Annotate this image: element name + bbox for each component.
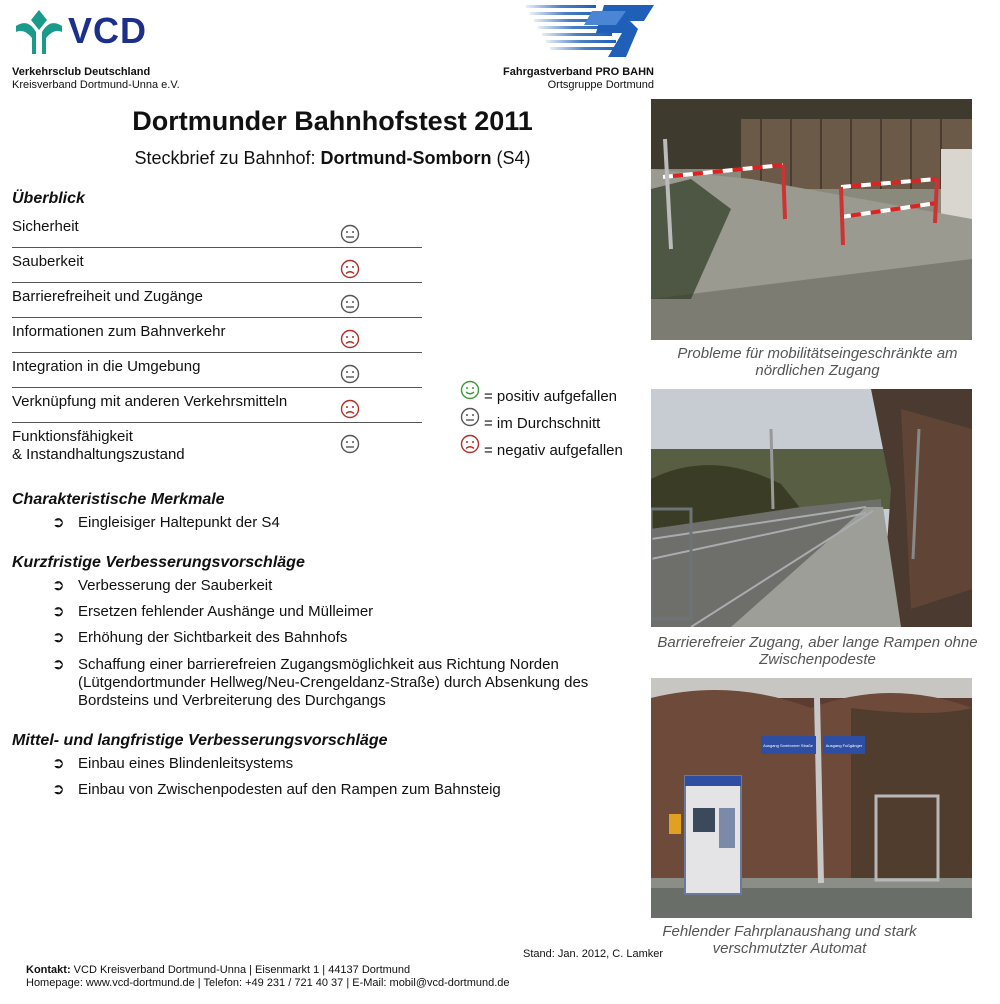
subtitle-suffix: (S4) — [491, 148, 531, 168]
direction-sign-right: Ausgang Fußgänger — [825, 743, 863, 748]
vcd-name: Verkehrsclub Deutschland — [12, 66, 151, 78]
overview-row — [12, 218, 422, 248]
probahn-name: Fahrgastverband PRO BAHN — [503, 66, 654, 78]
arrow-bullet-icon: ➲ — [52, 603, 65, 620]
overview-label: Funktionsfähigkeit — [12, 428, 133, 445]
overview-row — [12, 428, 422, 464]
arrow-bullet-icon: ➲ — [52, 781, 65, 798]
short-term-heading: Kurzfristige Verbesserungsvorschläge — [12, 554, 305, 571]
photo-caption: Probleme für mobilitätseingeschränkte am nördlichen Zugang — [677, 345, 958, 379]
smiley-neutral-icon — [340, 434, 360, 454]
overview-label: Sauberkeit — [12, 253, 84, 270]
overview-row — [12, 253, 422, 283]
legend-positive-label: = positiv aufgefallen — [484, 388, 618, 405]
vcd-logo — [14, 8, 154, 56]
overview-label: Informationen zum Bahnverkehr — [12, 323, 226, 340]
smiley-positive-icon — [460, 380, 480, 400]
smiley-negative-icon — [340, 399, 360, 419]
vcd-emblem-icon — [14, 8, 64, 56]
page-title: Dortmunder Bahnhofstest 2011 — [132, 106, 533, 136]
arrow-bullet-icon: ➲ — [52, 755, 65, 772]
photo-northern-access — [651, 99, 972, 340]
probahn-emblem-icon — [526, 3, 656, 59]
photo-ramp — [651, 389, 972, 627]
overview-label: Verknüpfung mit anderen Verkehrsmitteln — [12, 393, 288, 410]
footer-contact-text: VCD Kreisverband Dortmund-Unna | Eisenmarkt 1 | 44137 Dortmund — [70, 964, 411, 976]
probahn-subname: Ortsgruppe Dortmund — [547, 79, 654, 91]
smiley-neutral-icon — [340, 224, 360, 244]
overview-row — [12, 288, 422, 318]
arrow-bullet-icon: ➲ — [52, 577, 65, 594]
smiley-neutral-icon — [340, 364, 360, 384]
overview-label: Sicherheit — [12, 218, 79, 235]
legend-neutral-label: = im Durchschnitt — [484, 415, 601, 432]
probahn-logo — [526, 3, 656, 59]
direction-sign-left: Ausgang Somborner Straße — [763, 743, 813, 748]
footer-contact — [26, 964, 410, 977]
subtitle-prefix: Steckbrief zu Bahnhof: — [134, 148, 321, 168]
footer-homepage: Homepage: www.vcd-dortmund.de | Telefon: +49 231 / 721 40 37 | E-Mail: mobil@vcd-dortmund.de — [26, 977, 510, 989]
overview-label: Integration in die Umgebung — [12, 358, 201, 375]
stand-note: Stand: Jan. 2012, C. Lamker — [523, 948, 664, 960]
smiley-neutral-icon — [340, 294, 360, 314]
photo-caption: Fehlender Fahrplanaushang und stark verschmutzter Automat — [662, 923, 917, 957]
smiley-negative-icon — [340, 259, 360, 279]
photo-ticket-machine — [651, 678, 972, 918]
smiley-negative-icon — [340, 329, 360, 349]
features-heading: Charakteristische Merkmale — [12, 491, 225, 508]
overview-label: Barrierefreiheit und Zugänge — [12, 288, 203, 305]
overview-heading: Überblick — [12, 190, 85, 207]
vcd-subname: Kreisverband Dortmund-Unna e.V. — [12, 79, 180, 91]
station-name: Dortmund-Somborn — [320, 148, 492, 168]
arrow-bullet-icon: ➲ — [52, 514, 65, 531]
long-term-heading: Mittel- und langfristige Verbesserungsvorschläge — [12, 732, 388, 749]
overview-row — [12, 323, 422, 353]
photo-caption: Barrierefreier Zugang, aber lange Rampen ohne Zwischenpodeste — [657, 634, 978, 668]
overview-row — [12, 358, 422, 388]
vcd-logo-text: VCD — [68, 10, 148, 51]
arrow-bullet-icon: ➲ — [52, 629, 65, 646]
overview-label-2: & Instandhaltungszustand — [12, 446, 185, 463]
arrow-bullet-icon: ➲ — [52, 656, 65, 673]
legend-negative-label: = negativ aufgefallen — [484, 442, 623, 459]
smiley-neutral-icon — [460, 407, 480, 427]
overview-row — [12, 393, 422, 423]
footer-contact-label: Kontakt: — [26, 964, 71, 976]
page-subtitle — [0, 148, 665, 169]
smiley-negative-icon — [460, 434, 480, 454]
